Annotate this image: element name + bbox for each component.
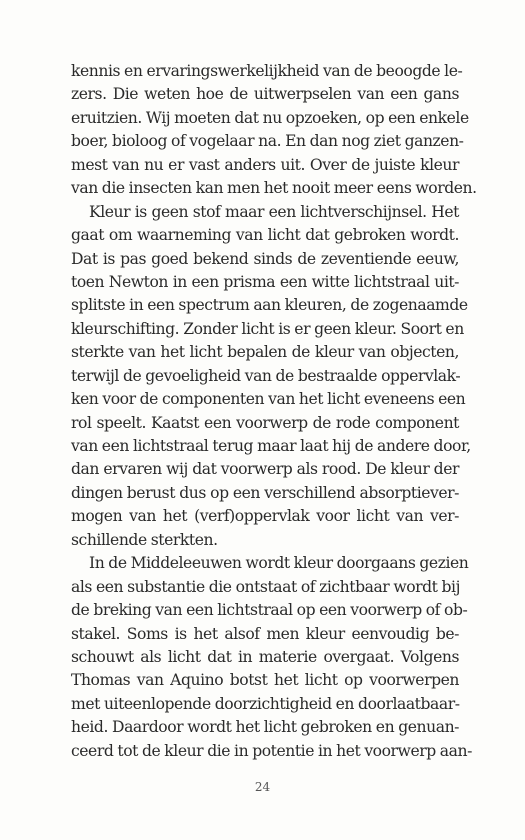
text-line: boer, bioloog of vogelaar na. En dan nog ziet ganzen- <box>71 132 464 151</box>
text-line: dingen berust dus op een verschillend absorptiever- <box>71 483 459 502</box>
text-line: schouwt als licht dat in materie overgaat. Volgens <box>71 647 459 666</box>
text-line: stakel. Soms is het alsof men kleur eenvoudig be- <box>71 624 459 643</box>
text-line: Thomas van Aquino botst het licht op voorwerpen <box>71 671 459 690</box>
text-line: eruitzien. Wij moeten dat nu opzoeken, op een enkele <box>71 108 469 127</box>
text-line: van een lichtstraal terug maar laat hij de andere door, <box>71 437 471 455</box>
text-line: van die insecten kan men het nooit meer eens worden. <box>71 179 477 198</box>
text-line: In de Middeleeuwen wordt kleur doorgaans gezien <box>89 554 469 573</box>
text-line: terwijl de gevoeligheid van de bestraalde oppervlak- <box>71 366 461 385</box>
text-line: dan ervaren wij dat voorwerp als rood. De kleur der <box>71 460 459 479</box>
text-line: met uiteenlopende doorzichtigheid en doorlaatbaar- <box>71 694 460 713</box>
text-line: kleurschifting. Zonder licht is er geen kleur. Soort en <box>71 319 464 338</box>
text-line: kennis en ervaringswerkelijkheid van de beoogde le- <box>71 62 463 80</box>
text-line: als een substantie die ontstaat of zichtbaar wordt bij <box>71 577 460 596</box>
page-number: 24 <box>254 780 271 794</box>
text-line: toen Newton in een prisma een witte lichtstraal uit- <box>71 272 459 291</box>
text-line: mogen van het (verf)oppervlak voor licht van ver- <box>71 507 459 526</box>
text-line: Kleur is geen stof maar een lichtverschijnsel. Het <box>89 202 459 221</box>
text-line: ken voor de componenten van het licht eveneens een <box>71 390 466 409</box>
text-line: de breking van een lichtstraal op een voorwerp of ob- <box>71 601 468 620</box>
text-line: rol speelt. Kaatst een voorwerp de rode component <box>71 413 459 432</box>
text-line: mest van nu er vast anders uit. Over de juiste kleur <box>71 155 459 174</box>
text-line: sterkte van het licht bepalen de kleur van objecten, <box>71 343 459 362</box>
text-line: gaat om waarneming van licht dat gebroken wordt. <box>71 226 459 245</box>
text-line: zers. Die weten hoe de uitwerpselen van een gans <box>71 85 459 104</box>
text-line: heid. Daardoor wordt het licht gebroken en genuan- <box>71 718 459 737</box>
text-line: ceerd tot de kleur die in potentie in het voorwerp aan- <box>71 741 472 760</box>
text-line: Dat is pas goed bekend sinds de zeventiende eeuw, <box>71 249 459 268</box>
text-line: schillende sterkten. <box>71 530 218 549</box>
body-text <box>71 60 477 763</box>
text-line: splitste in een spectrum aan kleuren, de zogenaamde <box>71 296 468 315</box>
